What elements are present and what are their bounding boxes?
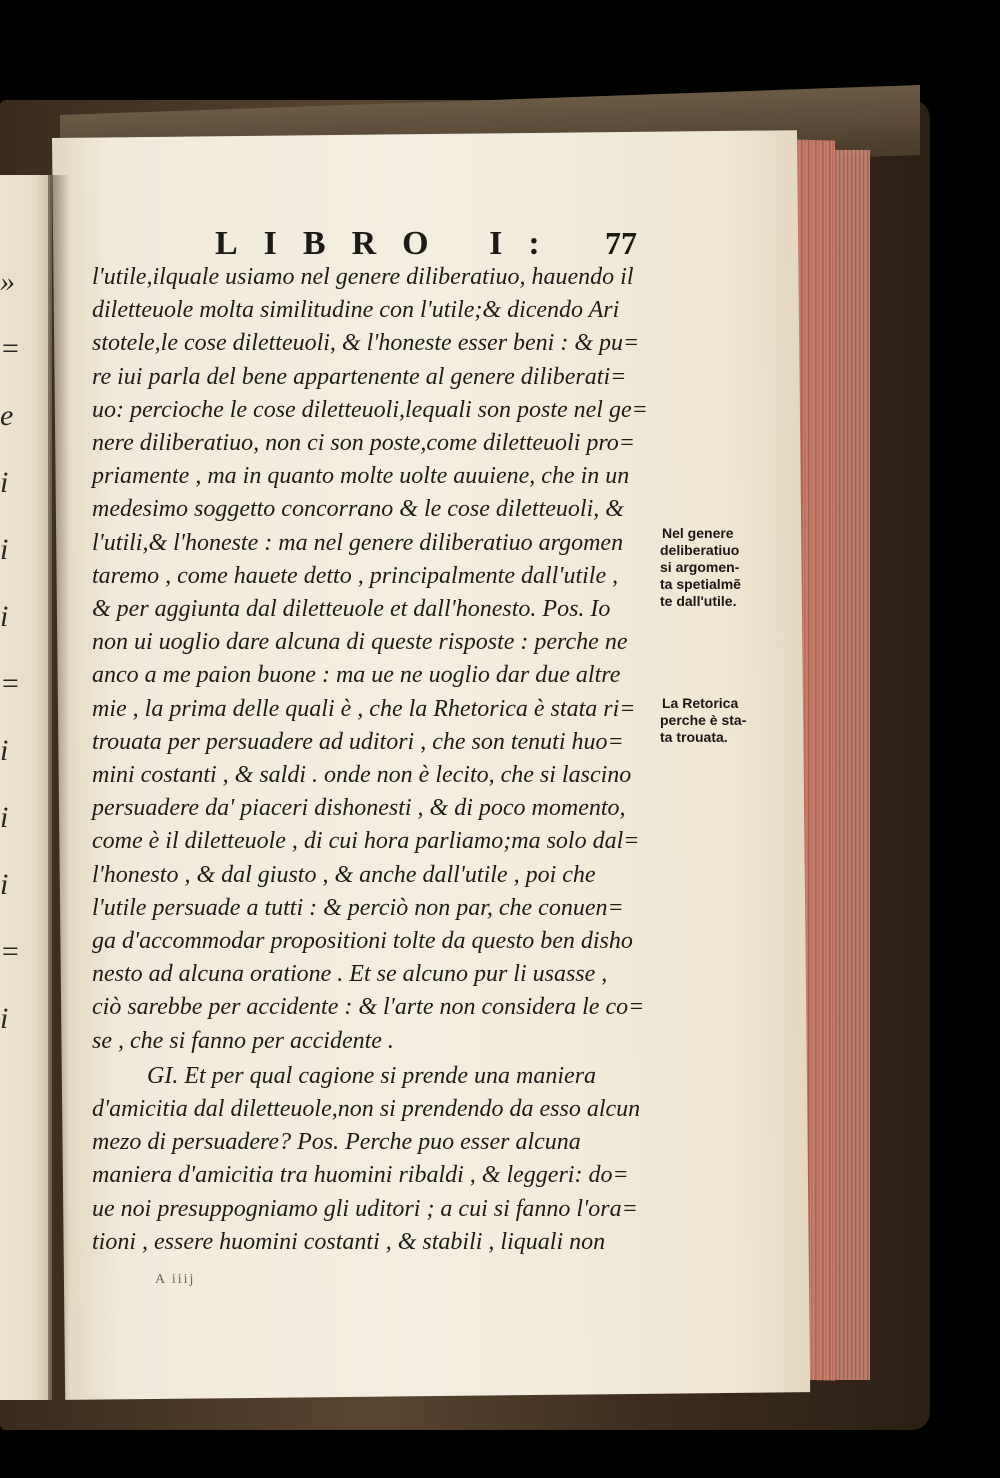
margin-note-line: Nel genere bbox=[662, 525, 734, 541]
page-header bbox=[180, 225, 660, 261]
left-page-glyph: i bbox=[0, 1002, 9, 1035]
margin-note-line: te dall'utile. bbox=[660, 593, 737, 609]
text-line: ciò sarebbe per accidente : & l'arte non considera le co= bbox=[92, 994, 645, 1021]
margin-note-line: si argomen- bbox=[660, 559, 740, 575]
text-line: GI. Et per qual cagione si prende una maniera bbox=[147, 1062, 597, 1089]
left-page-glyph: i bbox=[0, 801, 9, 834]
text-line: ue noi presuppogniamo gli uditori ; a cui si fanno l'ora= bbox=[92, 1195, 638, 1222]
left-page-glyph: i bbox=[0, 868, 9, 901]
margin-note-line: ta spetialmẽ bbox=[660, 576, 741, 592]
left-page-glyph: i bbox=[0, 600, 9, 633]
margin-note-line: La Retorica bbox=[662, 695, 739, 711]
left-page-glyph: = bbox=[0, 667, 21, 700]
text-line: l'utile,ilquale usiamo nel genere diliberatiuo, hauendo il bbox=[92, 264, 634, 290]
margin-note-line: deliberatiuo bbox=[660, 542, 740, 558]
text-line: l'utili,& l'honeste : ma nel genere diliberatiuo argomen bbox=[92, 529, 624, 556]
text-line: nesto ad alcuna oratione . Et se alcuno pur li usasse , bbox=[92, 961, 608, 988]
text-line: d'amicitia dal diletteuole,non si prendendo da esso alcun bbox=[92, 1096, 641, 1122]
text-line: mie , la prima delle quali è , che la Rhetorica è stata ri= bbox=[92, 695, 636, 722]
text-line: priamente , ma in quanto molte uolte auuiene, che in un bbox=[92, 463, 630, 490]
text-line: l'utile persuade a tutti : & perciò non par, che conuen= bbox=[92, 894, 624, 921]
text-line: maniera d'amicitia tra huomini ribaldi , & leggeri: do= bbox=[92, 1162, 629, 1189]
catchword: A iiij bbox=[155, 1272, 196, 1287]
text-line: taremo , come hauete detto , principalmente dall'utile , bbox=[92, 562, 619, 589]
text-line: diletteuole molta similitudine con l'utile;& dicendo Ari bbox=[92, 297, 620, 324]
running-title: LIBRO I: bbox=[215, 225, 566, 262]
text-line: uo: percioche le cose diletteuoli,lequali son poste nel ge= bbox=[92, 396, 648, 423]
left-page-glyph: e bbox=[0, 399, 14, 432]
text-line: stotele,le cose diletteuoli, & l'honeste esser beni : & pu= bbox=[92, 330, 640, 357]
page-number: 77 bbox=[605, 225, 637, 261]
left-page-glyph: = bbox=[0, 935, 21, 968]
text-line: nere diliberatiuo, non ci son poste,come diletteuoli pro= bbox=[92, 430, 635, 456]
left-page-glyph: i bbox=[0, 466, 9, 499]
left-facing-page bbox=[0, 175, 52, 1400]
text-line: trouata per persuadere ad uditori , che son tenuti huo= bbox=[92, 728, 624, 755]
text-line: mini costanti , & saldi . onde non è lecito, che si lascino bbox=[92, 762, 632, 788]
text-line: re iui parla del bene appartenente al genere diliberati= bbox=[92, 363, 627, 390]
left-page-glyph: i bbox=[0, 734, 9, 767]
text-line: mezo di persuadere? Pos. Perche puo esser alcuna bbox=[92, 1129, 581, 1156]
margin-note-line: ta trouata. bbox=[660, 729, 728, 745]
text-line: & per aggiunta dal diletteuole et dall'honesto. Pos. Io bbox=[92, 596, 611, 622]
margin-note-line: perche è sta- bbox=[660, 712, 747, 728]
text-line: non ui uoglio dare alcuna di queste risposte : perche ne bbox=[92, 629, 628, 656]
text-line: l'honesto , & dal giusto , & anche dall'utile , poi che bbox=[92, 861, 596, 888]
left-page-glyphs bbox=[0, 175, 50, 1400]
left-page-glyph: » bbox=[0, 265, 15, 298]
text-line: se , che si fanno per accidente . bbox=[92, 1027, 394, 1054]
text-line: tioni , essere huomini costanti , & stabili , liquali non bbox=[92, 1228, 606, 1255]
text-line: medesimo soggetto concorrano & le cose diletteuoli, & bbox=[92, 496, 624, 523]
gutter-shadow bbox=[48, 175, 70, 1400]
text-line: come è il diletteuole , di cui hora parliamo;ma solo dal= bbox=[92, 828, 640, 855]
text-line: anco a me paion buone : ma ue ne uoglio dar due altre bbox=[92, 662, 621, 689]
text-line: ga d'accommodar propositioni tolte da questo ben disho bbox=[92, 928, 633, 954]
left-page-glyph: = bbox=[0, 332, 21, 365]
left-page-glyph: i bbox=[0, 533, 9, 566]
text-line: persuadere da' piaceri dishonesti , & di poco momento, bbox=[92, 795, 626, 822]
